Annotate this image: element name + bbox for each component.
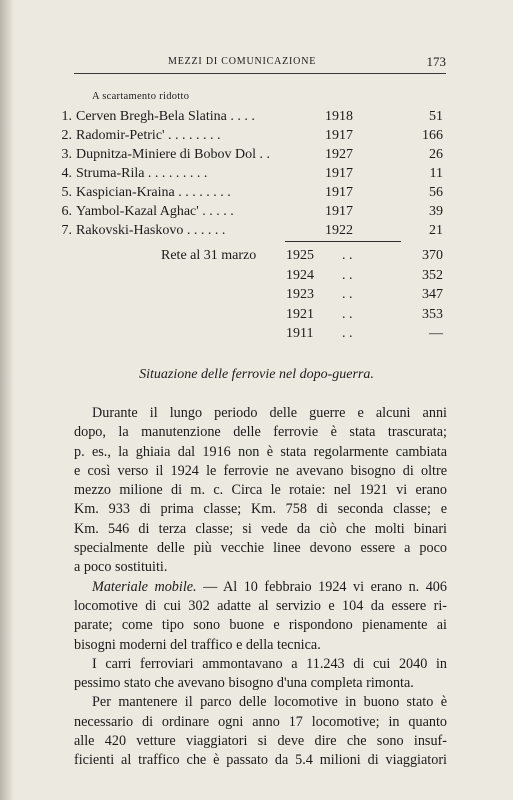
network-km: 353 <box>422 306 443 322</box>
network-leader: . . <box>342 306 353 322</box>
table-row <box>54 145 454 164</box>
body-text <box>74 404 447 771</box>
network-year: 1911 <box>286 326 314 341</box>
text-line: Km. 933 di prima classe; Km. 758 di seconda classe; e <box>74 501 447 518</box>
text-line: specialmente delle più vecchie linee devono essere a poco <box>74 540 447 557</box>
network-year: 1923 <box>286 287 314 302</box>
row-year: 1917 <box>325 166 353 181</box>
network-leader: . . <box>342 326 353 341</box>
paragraph <box>74 578 447 655</box>
text-line: parate; come tipo sono buone e rispondono pienamente ai <box>74 617 447 634</box>
network-row <box>54 324 454 344</box>
row-km: 26 <box>429 147 443 162</box>
text-line: locomotive di cui 302 adatte al servizio e 104 da essere ri- <box>74 597 447 614</box>
table-row <box>54 221 454 240</box>
row-year: 1917 <box>325 128 353 143</box>
text-line: e così verso il 1924 le ferrovie ne avevano bisogno di oltre <box>74 462 447 479</box>
paragraph <box>74 655 447 694</box>
row-line-name: Radomir-Petric' . . . . . . . . <box>76 128 221 143</box>
text-line: I carri ferroviari ammontavano a 11.243 di cui 2040 in <box>92 655 447 672</box>
network-row <box>54 246 454 266</box>
row-line-name: Struma-Rila . . . . . . . . . <box>76 166 208 181</box>
network-summary <box>54 246 454 344</box>
text-line: Durante il lungo periodo delle guerre e alcuni anni <box>92 405 447 421</box>
network-year: 1925 <box>286 248 314 263</box>
row-line-name: Kaspician-Kraina . . . . . . . . <box>76 185 231 200</box>
text-line: necessario di ordinare ogni anno 17 locomotive; in quanto <box>74 713 447 730</box>
network-km: 347 <box>422 287 443 302</box>
network-km: 352 <box>422 267 443 283</box>
row-km: 56 <box>429 185 443 200</box>
text-line: alle 420 vetture viaggiatori si deve dire che sono insuf- <box>74 733 447 750</box>
text-line: bisogni moderni del traffico e della tecnica. <box>74 636 321 653</box>
text-line: a poco sostituiti. <box>74 559 168 576</box>
text-line: Km. 546 di terza classe; si vede da ciò che molti binari <box>74 520 447 537</box>
row-line-name: Rakovski-Haskovo . . . . . . <box>76 223 226 238</box>
network-row <box>54 305 454 325</box>
text-run: — Al 10 febbraio 1924 vi erano n. 406 <box>196 578 447 595</box>
network-row <box>54 266 454 286</box>
text-line <box>74 578 447 597</box>
row-km: 11 <box>429 166 443 181</box>
network-row <box>54 285 454 305</box>
run-in-heading: Materiale mobile. <box>92 578 197 595</box>
text-line: Per mantenere il parco delle locomotive in buono stato è <box>92 694 447 711</box>
row-year: 1918 <box>325 109 353 124</box>
row-year: 1917 <box>325 185 353 200</box>
running-head-title: MEZZI DI COMUNICAZIONE <box>168 56 317 67</box>
railway-table <box>54 107 454 240</box>
table-row <box>54 107 454 126</box>
network-leader: . . <box>342 267 353 283</box>
network-label: Rete al 31 marzo <box>161 248 257 263</box>
row-line-name: Yambol-Kazal Aghac' . . . . . <box>76 204 234 219</box>
text-line: pessimo stato che avevano bisogno d'una completa rimonta. <box>74 675 414 692</box>
row-number: 3. <box>61 147 72 162</box>
row-year: 1927 <box>325 147 353 162</box>
text-line: ficienti al traffico che è passato da 5.4 milioni di viaggiatori <box>74 752 447 769</box>
row-year: 1917 <box>325 204 353 219</box>
table-row <box>54 183 454 202</box>
paragraph <box>74 693 447 770</box>
network-year: 1924 <box>286 267 314 283</box>
row-number: 5. <box>61 185 72 200</box>
section-heading: Situazione delle ferrovie nel dopo-guerra. <box>139 367 374 382</box>
table-row <box>54 164 454 183</box>
text-line: p. es., la ghiaia dal 1916 non è stata regolarmente cambiata <box>74 443 447 460</box>
network-leader: . . <box>342 287 353 302</box>
page-binding-shadow <box>0 0 14 800</box>
row-number: 6. <box>61 204 72 219</box>
paragraph <box>74 404 447 578</box>
total-rule <box>285 241 401 242</box>
network-year: 1921 <box>286 306 314 322</box>
table-row <box>54 126 454 145</box>
page-number: 173 <box>426 54 446 69</box>
network-km: — <box>429 326 443 341</box>
row-km: 39 <box>429 204 443 219</box>
table-row <box>54 202 454 221</box>
text-line: dopo, la manutenzione delle ferrovie è stata trascurata; <box>74 424 447 441</box>
network-km: 370 <box>422 248 443 263</box>
row-km: 21 <box>429 223 443 238</box>
network-leader: . . <box>342 248 353 263</box>
text-line: mezzo milione di m. c. Circa le rotaie: nel 1921 vi erano <box>74 482 447 499</box>
row-number: 7. <box>61 223 72 238</box>
row-year: 1922 <box>325 223 353 238</box>
row-number: 2. <box>61 128 72 143</box>
row-km: 166 <box>422 128 443 143</box>
row-line-name: Cerven Bregh-Bela Slatina . . . . <box>76 109 255 124</box>
table-caption: A scartamento ridotto <box>92 91 190 102</box>
row-line-name: Dupnitza-Miniere di Bobov Dol . . <box>76 147 271 162</box>
header-rule <box>74 73 446 74</box>
row-number: 1. <box>61 109 72 124</box>
row-number: 4. <box>61 166 72 181</box>
row-km: 51 <box>429 109 443 124</box>
